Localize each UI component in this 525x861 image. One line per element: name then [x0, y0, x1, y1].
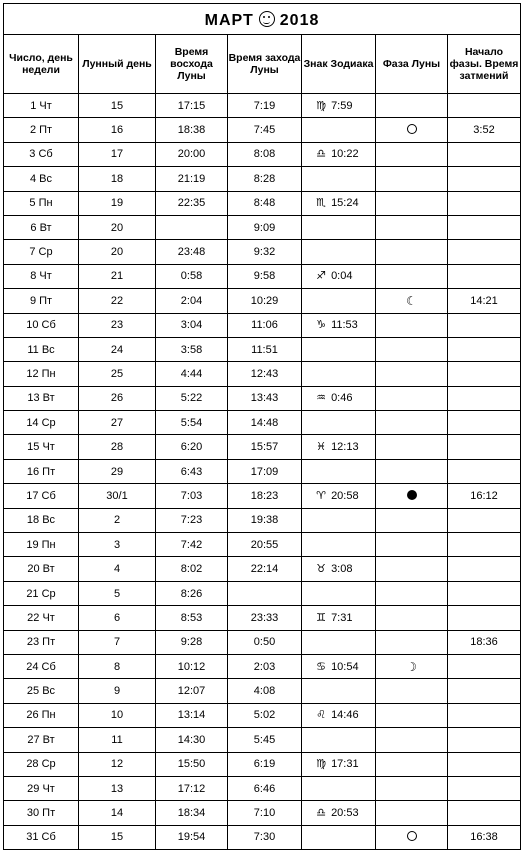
cell-date: 17 Сб [4, 484, 79, 508]
cell-phase-time [448, 313, 521, 337]
cell-lunar-day: 15 [79, 825, 156, 849]
cell-zodiac [302, 240, 376, 264]
zodiac-time: 11:53 [331, 319, 358, 332]
cell-moonrise: 3:04 [156, 313, 228, 337]
header-zodiac: Знак Зодиака [302, 35, 376, 94]
cell-lunar-day: 3 [79, 533, 156, 557]
zodiac-time: 0:04 [331, 270, 353, 283]
cell-moonset: 15:57 [228, 435, 302, 459]
cell-date: 19 Пн [4, 533, 79, 557]
cell-phase [376, 630, 448, 654]
cell-phase [376, 459, 448, 483]
header-date: Число, день недели [4, 35, 79, 94]
cell-moonrise: 2:04 [156, 289, 228, 313]
cell-moonrise: 8:53 [156, 606, 228, 630]
zodiac-sign-icon: ♑ [316, 318, 326, 332]
cell-lunar-day: 17 [79, 142, 156, 166]
table-row [4, 313, 521, 337]
cell-phase [376, 606, 448, 630]
cell-phase-time [448, 240, 521, 264]
cell-date: 20 Вт [4, 557, 79, 581]
zodiac-time: 12:13 [331, 441, 359, 454]
cell-moonrise: 15:50 [156, 752, 228, 776]
cell-phase [376, 484, 448, 508]
cell-moonset: 8:28 [228, 167, 302, 191]
cell-moonset: 9:58 [228, 264, 302, 288]
cell-phase [376, 264, 448, 288]
header-moonrise: Время восхода Луны [156, 35, 228, 94]
table-row [4, 118, 521, 142]
cell-zodiac [302, 94, 376, 118]
cell-moonrise: 19:54 [156, 825, 228, 849]
cell-zodiac [302, 337, 376, 361]
cell-phase-time [448, 654, 521, 678]
zodiac-time: 7:59 [331, 99, 353, 112]
cell-phase-time: 18:36 [448, 630, 521, 654]
table-row [4, 825, 521, 849]
cell-lunar-day: 30/1 [79, 484, 156, 508]
cell-lunar-day: 10 [79, 703, 156, 727]
first-quarter-moon-icon: ☽ [406, 659, 417, 674]
table-row [4, 435, 521, 459]
lunar-calendar-table [3, 3, 521, 850]
cell-phase [376, 801, 448, 825]
cell-moonrise: 22:35 [156, 191, 228, 215]
cell-phase-time [448, 606, 521, 630]
cell-moonrise: 6:20 [156, 435, 228, 459]
cell-lunar-day: 15 [79, 94, 156, 118]
cell-phase-time [448, 581, 521, 605]
cell-phase [376, 167, 448, 191]
cell-phase-time [448, 801, 521, 825]
cell-zodiac [302, 484, 376, 508]
zodiac-sign-icon: ♊ [316, 610, 326, 624]
cell-zodiac [302, 557, 376, 581]
zodiac-sign-icon: ♋ [316, 659, 326, 673]
cell-lunar-day: 13 [79, 776, 156, 800]
cell-moonrise: 21:19 [156, 167, 228, 191]
cell-date: 6 Вт [4, 215, 79, 239]
cell-zodiac [302, 752, 376, 776]
cell-moonrise: 10:12 [156, 654, 228, 678]
header-moonset: Время захода Луны [228, 35, 302, 94]
cell-phase-time [448, 752, 521, 776]
cell-moonset [228, 581, 302, 605]
cell-moonset: 8:48 [228, 191, 302, 215]
cell-moonset: 6:46 [228, 776, 302, 800]
title-year: 2018 [279, 12, 320, 29]
cell-lunar-day: 19 [79, 191, 156, 215]
cell-phase [376, 118, 448, 142]
cell-lunar-day: 7 [79, 630, 156, 654]
cell-date: 21 Ср [4, 581, 79, 605]
cell-phase [376, 313, 448, 337]
table-row [4, 264, 521, 288]
cell-date: 13 Вт [4, 386, 79, 410]
cell-date: 26 Пн [4, 703, 79, 727]
cell-moonset: 20:55 [228, 533, 302, 557]
cell-zodiac [302, 703, 376, 727]
cell-date: 3 Сб [4, 142, 79, 166]
cell-zodiac [302, 801, 376, 825]
zodiac-time: 0:46 [331, 392, 353, 405]
zodiac-sign-icon: ♐ [316, 269, 326, 283]
cell-phase [376, 215, 448, 239]
cell-phase-time [448, 167, 521, 191]
cell-date: 23 Пт [4, 630, 79, 654]
table-row [4, 94, 521, 118]
table-row [4, 142, 521, 166]
table-row [4, 703, 521, 727]
page-title [4, 4, 521, 35]
cell-moonset: 7:45 [228, 118, 302, 142]
cell-lunar-day: 26 [79, 386, 156, 410]
table-row [4, 191, 521, 215]
cell-phase-time: 14:21 [448, 289, 521, 313]
cell-phase-time [448, 508, 521, 532]
title-month: МАРТ [204, 12, 254, 29]
cell-lunar-day: 20 [79, 215, 156, 239]
cell-moonset: 17:09 [228, 459, 302, 483]
cell-lunar-day: 6 [79, 606, 156, 630]
cell-moonset: 9:32 [228, 240, 302, 264]
cell-zodiac [302, 289, 376, 313]
table-row [4, 362, 521, 386]
cell-moonset: 10:29 [228, 289, 302, 313]
cell-phase-time [448, 557, 521, 581]
cell-phase [376, 752, 448, 776]
cell-lunar-day: 25 [79, 362, 156, 386]
cell-moonset: 7:19 [228, 94, 302, 118]
zodiac-time: 7:31 [331, 611, 353, 624]
cell-moonrise: 18:34 [156, 801, 228, 825]
cell-moonset: 12:43 [228, 362, 302, 386]
cell-moonset: 23:33 [228, 606, 302, 630]
cell-moonset: 0:50 [228, 630, 302, 654]
cell-moonrise: 17:12 [156, 776, 228, 800]
cell-phase-time [448, 362, 521, 386]
cell-moonset: 13:43 [228, 386, 302, 410]
table-row [4, 533, 521, 557]
cell-phase-time [448, 703, 521, 727]
cell-phase-time [448, 533, 521, 557]
cell-phase-time: 16:12 [448, 484, 521, 508]
cell-moonrise: 12:07 [156, 679, 228, 703]
cell-lunar-day: 24 [79, 337, 156, 361]
cell-zodiac [302, 533, 376, 557]
cell-zodiac [302, 411, 376, 435]
cell-moonrise: 0:58 [156, 264, 228, 288]
cell-moonrise: 7:03 [156, 484, 228, 508]
cell-date: 10 Сб [4, 313, 79, 337]
cell-phase [376, 240, 448, 264]
cell-zodiac [302, 654, 376, 678]
cell-moonset: 6:19 [228, 752, 302, 776]
table-row [4, 801, 521, 825]
table-row [4, 411, 521, 435]
cell-moonset: 22:14 [228, 557, 302, 581]
cell-moonset: 2:03 [228, 654, 302, 678]
table-row [4, 289, 521, 313]
cell-phase [376, 533, 448, 557]
cell-zodiac [302, 264, 376, 288]
cell-moonrise [156, 215, 228, 239]
table-row [4, 337, 521, 361]
zodiac-sign-icon: ♉ [316, 562, 326, 576]
cell-lunar-day: 21 [79, 264, 156, 288]
cell-moonset: 11:06 [228, 313, 302, 337]
cell-moonset: 19:38 [228, 508, 302, 532]
cell-lunar-day: 9 [79, 679, 156, 703]
zodiac-time: 10:22 [331, 148, 359, 161]
cell-date: 24 Сб [4, 654, 79, 678]
cell-date: 28 Ср [4, 752, 79, 776]
cell-phase [376, 362, 448, 386]
cell-zodiac [302, 191, 376, 215]
zodiac-sign-icon: ♌ [316, 708, 326, 722]
zodiac-sign-icon: ♎ [316, 806, 326, 820]
table-row [4, 484, 521, 508]
header-phase: Фаза Луны [376, 35, 448, 94]
cell-lunar-day: 14 [79, 801, 156, 825]
cell-phase [376, 411, 448, 435]
last-quarter-moon-icon: ☾ [406, 293, 417, 308]
full-moon-icon [407, 831, 417, 841]
zodiac-sign-icon: ♍ [316, 98, 326, 112]
cell-zodiac [302, 606, 376, 630]
cell-lunar-day: 20 [79, 240, 156, 264]
table-row [4, 557, 521, 581]
cell-phase-time [448, 142, 521, 166]
cell-date: 27 Вт [4, 728, 79, 752]
cell-date: 1 Чт [4, 94, 79, 118]
cell-lunar-day: 27 [79, 411, 156, 435]
cell-moonrise: 8:26 [156, 581, 228, 605]
cell-moonset: 8:08 [228, 142, 302, 166]
cell-moonset: 4:08 [228, 679, 302, 703]
full-moon-icon [407, 124, 417, 134]
table-row [4, 459, 521, 483]
cell-zodiac [302, 215, 376, 239]
zodiac-time: 17:31 [331, 758, 359, 771]
cell-phase-time: 16:38 [448, 825, 521, 849]
cell-phase [376, 94, 448, 118]
cell-phase [376, 508, 448, 532]
cell-phase-time: 3:52 [448, 118, 521, 142]
cell-phase [376, 557, 448, 581]
cell-zodiac [302, 167, 376, 191]
cell-lunar-day: 18 [79, 167, 156, 191]
table-row [4, 386, 521, 410]
header-phase-time: Начало фазы. Время затмений [448, 35, 521, 94]
cell-phase-time [448, 435, 521, 459]
zodiac-sign-icon: ♒ [316, 391, 326, 405]
cell-phase-time [448, 191, 521, 215]
cell-phase-time [448, 728, 521, 752]
cell-lunar-day: 5 [79, 581, 156, 605]
table-row [4, 167, 521, 191]
cell-moonrise: 13:14 [156, 703, 228, 727]
cell-moonrise: 7:42 [156, 533, 228, 557]
cell-zodiac [302, 313, 376, 337]
cell-phase [376, 386, 448, 410]
cell-date: 31 Сб [4, 825, 79, 849]
new-moon-icon [407, 490, 417, 500]
cell-phase [376, 679, 448, 703]
cell-zodiac [302, 581, 376, 605]
cell-date: 29 Чт [4, 776, 79, 800]
cell-date: 8 Чт [4, 264, 79, 288]
cell-date: 2 Пт [4, 118, 79, 142]
cell-date: 9 Пт [4, 289, 79, 313]
cell-date: 4 Вс [4, 167, 79, 191]
cell-lunar-day: 28 [79, 435, 156, 459]
cell-date: 30 Пт [4, 801, 79, 825]
zodiac-time: 20:58 [331, 489, 359, 502]
zodiac-sign-icon: ♓ [316, 440, 326, 454]
table-row [4, 606, 521, 630]
header-lunar-day: Лунный день [79, 35, 156, 94]
moon-face-icon [259, 11, 275, 27]
cell-moonrise: 23:48 [156, 240, 228, 264]
cell-date: 15 Чт [4, 435, 79, 459]
cell-phase [376, 435, 448, 459]
cell-phase [376, 289, 448, 313]
cell-zodiac [302, 435, 376, 459]
cell-moonset: 5:02 [228, 703, 302, 727]
cell-phase [376, 703, 448, 727]
cell-zodiac [302, 118, 376, 142]
cell-phase-time [448, 459, 521, 483]
cell-moonset: 14:48 [228, 411, 302, 435]
cell-date: 22 Чт [4, 606, 79, 630]
cell-date: 14 Ср [4, 411, 79, 435]
cell-moonrise: 4:44 [156, 362, 228, 386]
cell-moonrise: 7:23 [156, 508, 228, 532]
cell-moonrise: 9:28 [156, 630, 228, 654]
cell-moonrise: 14:30 [156, 728, 228, 752]
table-row [4, 776, 521, 800]
cell-moonrise: 20:00 [156, 142, 228, 166]
lunar-calendar-sheet [3, 3, 520, 850]
cell-moonset: 18:23 [228, 484, 302, 508]
cell-lunar-day: 29 [79, 459, 156, 483]
table-row [4, 752, 521, 776]
cell-moonset: 5:45 [228, 728, 302, 752]
cell-moonset: 9:09 [228, 215, 302, 239]
cell-moonset: 11:51 [228, 337, 302, 361]
zodiac-sign-icon: ♍ [316, 757, 326, 771]
table-row [4, 581, 521, 605]
cell-zodiac [302, 630, 376, 654]
cell-zodiac [302, 362, 376, 386]
cell-zodiac [302, 728, 376, 752]
cell-date: 11 Вс [4, 337, 79, 361]
zodiac-time: 10:54 [331, 660, 359, 673]
cell-lunar-day: 12 [79, 752, 156, 776]
cell-phase [376, 581, 448, 605]
cell-moonrise: 5:54 [156, 411, 228, 435]
zodiac-time: 20:53 [331, 807, 359, 820]
cell-zodiac [302, 142, 376, 166]
table-row [4, 728, 521, 752]
zodiac-time: 15:24 [331, 197, 359, 210]
cell-moonrise: 3:58 [156, 337, 228, 361]
cell-phase-time [448, 411, 521, 435]
calendar-body [4, 94, 521, 850]
cell-date: 12 Пн [4, 362, 79, 386]
cell-phase-time [448, 386, 521, 410]
cell-date: 18 Вс [4, 508, 79, 532]
zodiac-sign-icon: ♏ [316, 196, 326, 210]
table-row [4, 240, 521, 264]
table-row [4, 654, 521, 678]
zodiac-time: 3:08 [331, 563, 353, 576]
cell-date: 25 Вс [4, 679, 79, 703]
cell-lunar-day: 16 [79, 118, 156, 142]
zodiac-time: 14:46 [331, 709, 359, 722]
zodiac-sign-icon: ♈ [316, 488, 326, 502]
cell-phase [376, 776, 448, 800]
cell-moonrise: 18:38 [156, 118, 228, 142]
zodiac-sign-icon: ♎ [316, 147, 326, 161]
cell-zodiac [302, 386, 376, 410]
cell-phase-time [448, 264, 521, 288]
cell-phase [376, 728, 448, 752]
cell-zodiac [302, 679, 376, 703]
cell-zodiac [302, 825, 376, 849]
cell-lunar-day: 8 [79, 654, 156, 678]
table-row [4, 508, 521, 532]
cell-phase-time [448, 679, 521, 703]
cell-date: 7 Ср [4, 240, 79, 264]
table-row [4, 630, 521, 654]
cell-zodiac [302, 459, 376, 483]
cell-phase-time [448, 215, 521, 239]
cell-lunar-day: 23 [79, 313, 156, 337]
cell-moonset: 7:10 [228, 801, 302, 825]
cell-moonrise: 8:02 [156, 557, 228, 581]
cell-zodiac [302, 776, 376, 800]
cell-phase [376, 337, 448, 361]
cell-moonrise: 5:22 [156, 386, 228, 410]
cell-phase-time [448, 337, 521, 361]
cell-lunar-day: 22 [79, 289, 156, 313]
cell-date: 5 Пн [4, 191, 79, 215]
cell-lunar-day: 11 [79, 728, 156, 752]
cell-moonrise: 17:15 [156, 94, 228, 118]
cell-moonrise: 6:43 [156, 459, 228, 483]
cell-phase [376, 191, 448, 215]
table-row [4, 215, 521, 239]
cell-phase-time [448, 776, 521, 800]
table-row [4, 679, 521, 703]
cell-lunar-day: 2 [79, 508, 156, 532]
cell-zodiac [302, 508, 376, 532]
cell-phase-time [448, 94, 521, 118]
cell-phase [376, 654, 448, 678]
cell-phase [376, 825, 448, 849]
cell-lunar-day: 4 [79, 557, 156, 581]
cell-phase [376, 142, 448, 166]
cell-date: 16 Пт [4, 459, 79, 483]
cell-moonset: 7:30 [228, 825, 302, 849]
